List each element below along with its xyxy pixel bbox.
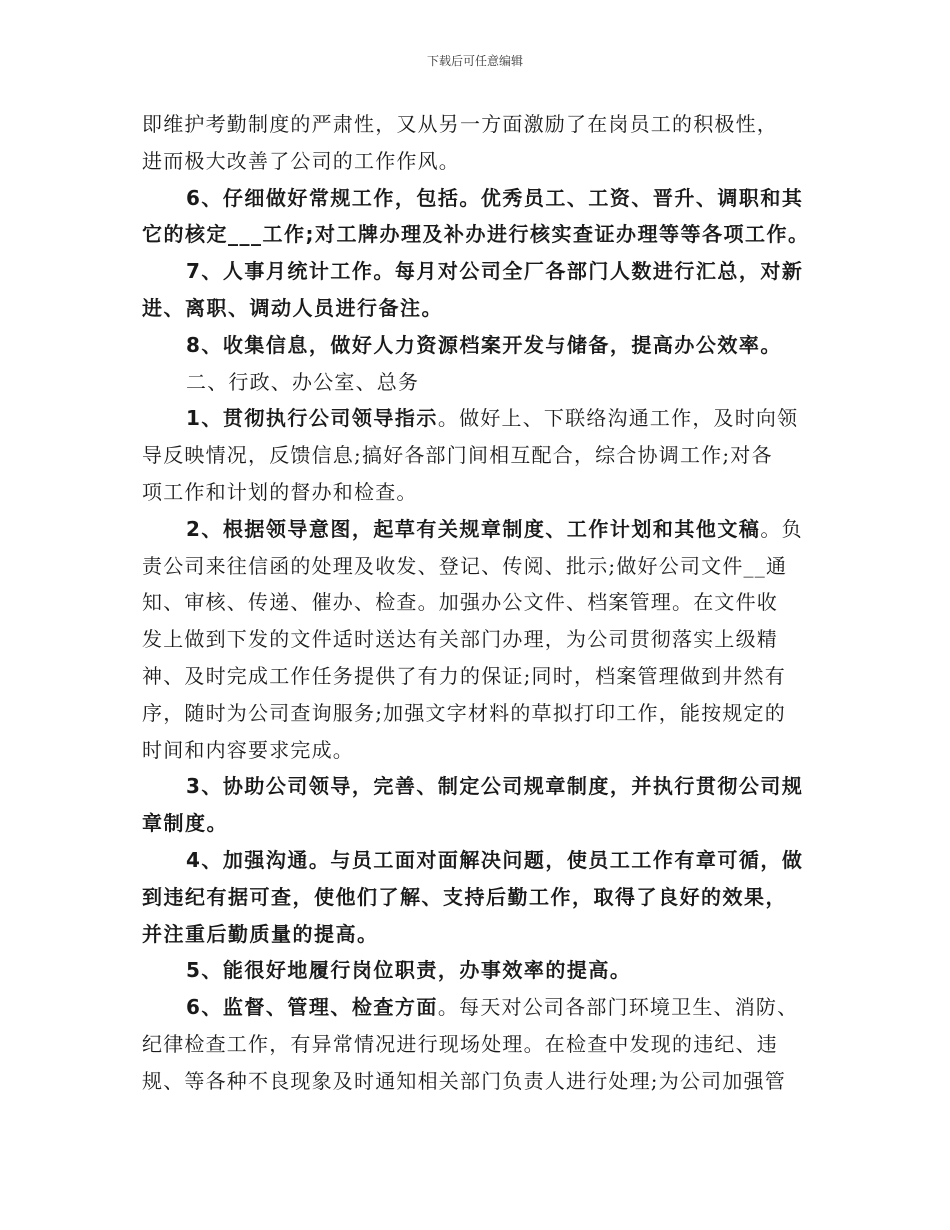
text-line (142, 327, 810, 364)
text-line (142, 879, 810, 916)
text-line (142, 695, 810, 732)
text-segment: 即维护考勤制度的严肃性，又从另一方面激励了在岗员工的积极性， (142, 112, 778, 136)
text-line (142, 216, 810, 253)
bold-text-segment: 进、离职、调动人员进行备注。 (142, 295, 443, 320)
text-line (142, 364, 810, 401)
bold-text-segment: 并注重后勤质量的提高。 (142, 921, 379, 946)
text-line (142, 253, 810, 290)
text-segment: 序，随时为公司查询服务;加强文字材料的草拟打印工作，能按规定的 (142, 700, 786, 725)
bold-text-segment: 7、人事月统计工作。每月对公司全厂各部门人数进行汇总，对新 (186, 259, 804, 284)
text-line (142, 400, 810, 437)
text-line (142, 511, 810, 548)
text-segment: 神、及时完成工作任务提供了有力的保证;同时，档案管理做到井然有 (142, 663, 786, 688)
text-line (142, 916, 810, 953)
bold-text-segment: 2、根据领导意图，起草有关规章制度、工作计划和其他文稿 (186, 516, 761, 541)
text-line (142, 805, 810, 842)
text-segment: 进而极大改善了公司的工作作风。 (142, 148, 460, 173)
text-line (142, 621, 810, 658)
text-line (142, 768, 810, 805)
text-line (142, 658, 810, 695)
bold-text-segment: 6、监督、管理、检查方面 (186, 995, 438, 1020)
text-segment: 。负 (760, 516, 803, 541)
bold-text-segment: 8、收集信息，做好人力资源档案开发与储备，提高办公效率。 (186, 332, 782, 357)
text-segment: 导反映情况，反馈信息;搞好各部门间相互配合，综合协调工作;对各 (142, 443, 773, 468)
text-line (142, 106, 810, 143)
document-body (142, 106, 810, 1100)
text-line (142, 474, 810, 511)
text-line (142, 290, 810, 327)
text-line (142, 989, 810, 1026)
text-segment: 知、审核、传递、催办、检查。加强办公文件、档案管理。在文件收 (142, 590, 778, 615)
bold-text-segment: 章制度。 (142, 811, 228, 836)
text-line (142, 437, 810, 474)
text-segment: 。每天对公司各部门环境卫生、消防、 (437, 995, 799, 1020)
text-segment: 。做好上、下联络沟通工作，及时向领 (437, 406, 799, 431)
text-segment: 纪律检查工作，有异常情况进行现场处理。在检查中发现的违纪、违 (142, 1031, 778, 1056)
bold-text-segment: 3、协助公司领导，完善、制定公司规章制度，并执行贯彻公司规 (186, 774, 804, 799)
bold-text-segment: 它的核定___工作;对工牌办理及补办进行核实查证办理等等各项工作。 (142, 222, 810, 247)
bold-text-segment: 5、能很好地履行岗位职责，办事效率的提高。 (186, 958, 632, 983)
text-line (142, 1026, 810, 1063)
text-segment: 规、等各种不良现象及时通知相关部门负责人进行处理;为公司加强管 (142, 1068, 786, 1093)
text-line (142, 548, 810, 585)
text-line (142, 952, 810, 989)
text-line (142, 584, 810, 621)
text-segment: 项工作和计划的督办和检查。 (142, 479, 418, 504)
text-segment: 时间和内容要求完成。 (142, 737, 354, 762)
text-line (142, 180, 810, 217)
text-line (142, 143, 810, 180)
bold-text-segment: 4、加强沟通。与员工面对面解决问题，使员工工作有章可循，做 (186, 847, 804, 872)
text-line (142, 1063, 810, 1100)
text-segment: 二、行政、办公室、总务 (186, 369, 420, 394)
bold-text-segment: 1、贯彻执行公司领导指示 (186, 406, 438, 431)
page-header: 下载后可任意编辑 (426, 54, 523, 68)
text-line (142, 842, 810, 879)
text-segment: 责公司来往信函的处理及收发、登记、传阅、批示;做好公司文件__通 (142, 553, 788, 578)
bold-text-segment: 到违纪有据可查，使他们了解、支持后勤工作，取得了良好的效果， (142, 884, 787, 909)
text-segment: 发上做到下发的文件适时送达有关部门办理，为公司贯彻落实上级精 (142, 627, 778, 652)
text-line (142, 732, 810, 769)
bold-text-segment: 6、仔细做好常规工作，包括。优秀员工、工资、晋升、调职和其 (186, 185, 804, 210)
